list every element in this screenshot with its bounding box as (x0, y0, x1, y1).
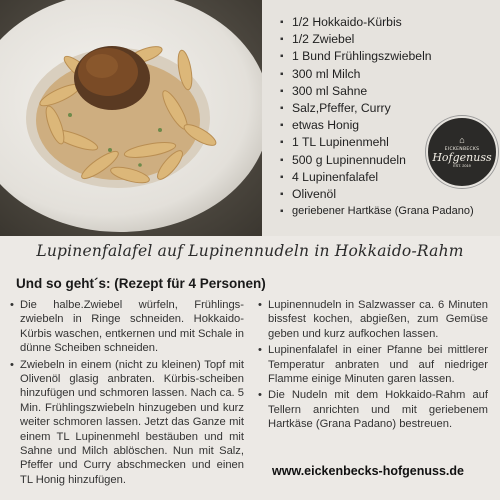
house-icon: ⌂ (459, 135, 465, 145)
recipe-subtitle: Und so geht´s: (Rezept für 4 Personen) (16, 276, 266, 291)
steps-left-column (10, 298, 244, 489)
ingredient-item: ▪ 500 g Lupinennudeln (280, 152, 500, 169)
step-item: • Zwiebeln in einem (nicht zu kleinen) Topf mit Olivenöl glasig anbraten. Kürbis-scheiben hinzufügen und schmoren lassen. Nach ca. 5 Min. Frühlingszwiebeln hinzugeben und kurz weiter schmoren lassen. Jetzt das Ganze mit einem TL Lupinenmehl bestäuben und mit Sahne und Milch ablöschen. Nun mit Salz, Pfeffer und Curry abschmecken und einen TL Honig hinzufügen. (10, 358, 244, 488)
ingredient-item: ▪ 1/2 Hokkaido-Kürbis (280, 14, 500, 31)
ingredient-item: ▪ 4 Lupinenfalafel (280, 169, 500, 186)
recipe-title: Lupinenfalafel auf Lupinennudeln in Hokkaido-Rahm (36, 242, 464, 260)
logo-bottom-text: EST. 2019 (453, 164, 471, 168)
logo-name: Hofgenuss (432, 151, 492, 164)
ingredient-item: ▪ 1/2 Zwiebel (280, 31, 500, 48)
logo-top-text: EICKENBECKS (444, 147, 480, 152)
ingredient-item: ▪ etwas Honig (280, 117, 500, 134)
step-item: • Lupinennudeln in Salzwasser ca. 6 Minuten bissfest kochen, abgießen, zum Gemüse geben und kurz aufkochen lassen. (258, 298, 488, 341)
ingredient-item: ▪ Olivenöl (280, 186, 500, 203)
ingredient-item: ▪ Salz,Pfeffer, Curry (280, 100, 500, 117)
ingredient-item: ▪ 1 TL Lupinenmehl (280, 134, 500, 151)
ingredient-item: ▪ 300 ml Milch (280, 66, 500, 83)
brand-logo (426, 116, 498, 188)
dish-photo (0, 0, 262, 236)
steps-right-column (258, 298, 488, 434)
website-link[interactable]: www.eickenbecks-hofgenuss.de (272, 464, 464, 478)
ingredient-item: ▪ 1 Bund Frühlingszwiebeln (280, 48, 500, 65)
step-item: • Die Nudeln mit dem Hokkaido-Rahm auf Tellern anrichten und mit geriebenem Hartkäse (Grana Padano) bestreuen. (258, 388, 488, 431)
step-item: • Die halbe.Zwiebel würfeln, Frühlings-zwiebeln in Ringe schneiden. Hokkaido-Kürbis waschen, entkernen und mit Schale in dünne Scheiben schneiden. (10, 298, 244, 356)
step-item: • Lupinenfalafel in einer Pfanne bei mittlerer Temperatur anbraten und auf niedriger Flamme einige Minuten garen lassen. (258, 343, 488, 386)
ingredient-item: ▪ 300 ml Sahne (280, 83, 500, 100)
ingredient-item: ▪ geriebener Hartkäse (Grana Padano) (280, 203, 500, 220)
